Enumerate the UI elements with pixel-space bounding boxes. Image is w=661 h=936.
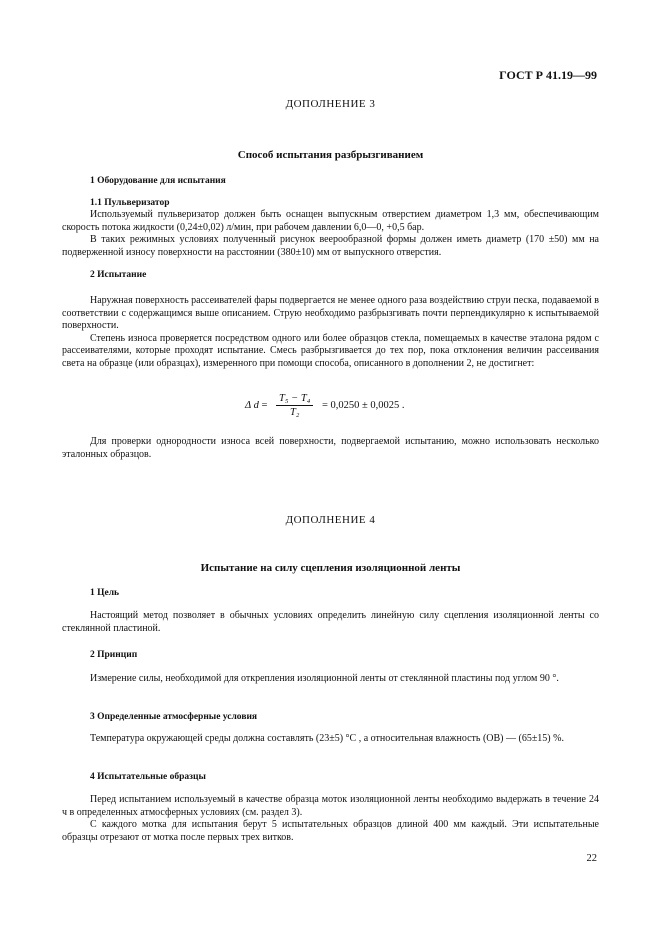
formula-lhs: Δ d: [245, 399, 259, 411]
paragraph: Перед испытанием используемый в качестве образца моток изоляционной ленты необходимо выдержать в течение 24 ч в определенных атмосферных условиях (см. раздел 3).: [62, 794, 599, 818]
appendix-4-section-3-heading: 3 Определенные атмосферные условия: [90, 712, 258, 722]
appendix-4-label: ДОПОЛНЕНИЕ 4: [285, 514, 376, 526]
appendix-3-section-2-heading: 2 Испытание: [90, 270, 147, 280]
appendix-3-label: ДОПОЛНЕНИЕ 3: [285, 98, 376, 110]
wear-formula: [245, 393, 405, 418]
formula-equals: =: [261, 399, 268, 411]
paragraph: Настоящий метод позволяет в обычных условиях определить линейную силу сцепления изоляционной ленты со стеклянной пластиной.: [62, 610, 599, 634]
appendix-3-closing-text: [62, 436, 599, 461]
formula-denominator: T₂: [289, 407, 300, 418]
appendix-4-section-4-heading: 4 Испытательные образцы: [90, 772, 206, 782]
paragraph: В таких режимных условиях полученный рисунок веерообразной формы должен иметь диаметр (170 ±50) мм на подверженной износу поверхности на расстоянии (380±10) мм от выпускного отверстия.: [62, 234, 599, 258]
paragraph: С каждого мотка для испытания берут 5 испытательных образцов длиной 400 мм каждый. Эти испытательные образцы отрезают от мотка после первых трех витков.: [62, 819, 599, 843]
formula-numerator: T₅ − T₄: [276, 393, 313, 406]
appendix-4-section-1-text: [62, 610, 599, 635]
appendix-3-section-1-1-text: [62, 209, 599, 259]
appendix-3-section-2-text: [62, 295, 599, 371]
page-number: 22: [586, 853, 597, 864]
formula-fraction: [276, 393, 313, 418]
standard-designation: ГОСТ Р 41.19—99: [499, 68, 597, 82]
appendix-4-section-3-text: [62, 733, 599, 746]
appendix-3-section-1-heading: 1 Оборудование для испытания: [90, 176, 226, 186]
formula-result: = 0,0250 ± 0,0025: [321, 399, 400, 411]
formula-period: .: [401, 399, 405, 411]
appendix-3-section-1-1-heading: 1.1 Пульверизатор: [90, 198, 170, 208]
appendix-4-section-1-heading: 1 Цель: [90, 588, 120, 598]
paragraph: Для проверки однородности износа всей поверхности, подвергаемой испытанию, можно использовать несколько эталонных образцов.: [62, 436, 599, 460]
paragraph: Измерение силы, необходимой для открепления изоляционной ленты от стеклянной пластины под углом 90 °.: [90, 673, 559, 684]
paragraph: Степень износа проверяется посредством одного или более образцов стекла, помещаемых в качестве эталона рядом с рассеивателями, которые проходят испытание. Смесь разбрызгивается до тех пор, пока отклонения величин рассеивания света на образце (или образцах), измеренного при помощи способа, описанного в дополнении 2, не достигнет:: [62, 332, 599, 369]
paragraph: Используемый пульверизатор должен быть оснащен выпускным отверстием диаметром 1,3 мм, обеспечивающим скорость потока жидкости (0,24±0,02) л/мин, при рабочем давлении 6,0—0, +0,5 бар.: [62, 209, 599, 233]
appendix-4-section-2-text: [62, 673, 599, 686]
paragraph: Температура окружающей среды должна составлять (23±5) °С , а относительная влажность (ОВ) — (65±15) %.: [90, 733, 564, 744]
paragraph: Наружная поверхность рассеивателей фары подвергается не менее одного раза воздействию струи песка, подаваемой в соответствии с содержащимся выше описанием. Струю необходимо разбрызгивать почти перпендикулярно к испытываемой поверхности.: [62, 295, 599, 332]
appendix-4-title: Испытание на силу сцепления изоляционной ленты: [200, 562, 461, 574]
appendix-4-section-2-heading: 2 Принцип: [90, 650, 138, 660]
appendix-4-section-4-text: [62, 794, 599, 844]
appendix-3-title: Способ испытания разбрызгиванием: [237, 149, 424, 161]
